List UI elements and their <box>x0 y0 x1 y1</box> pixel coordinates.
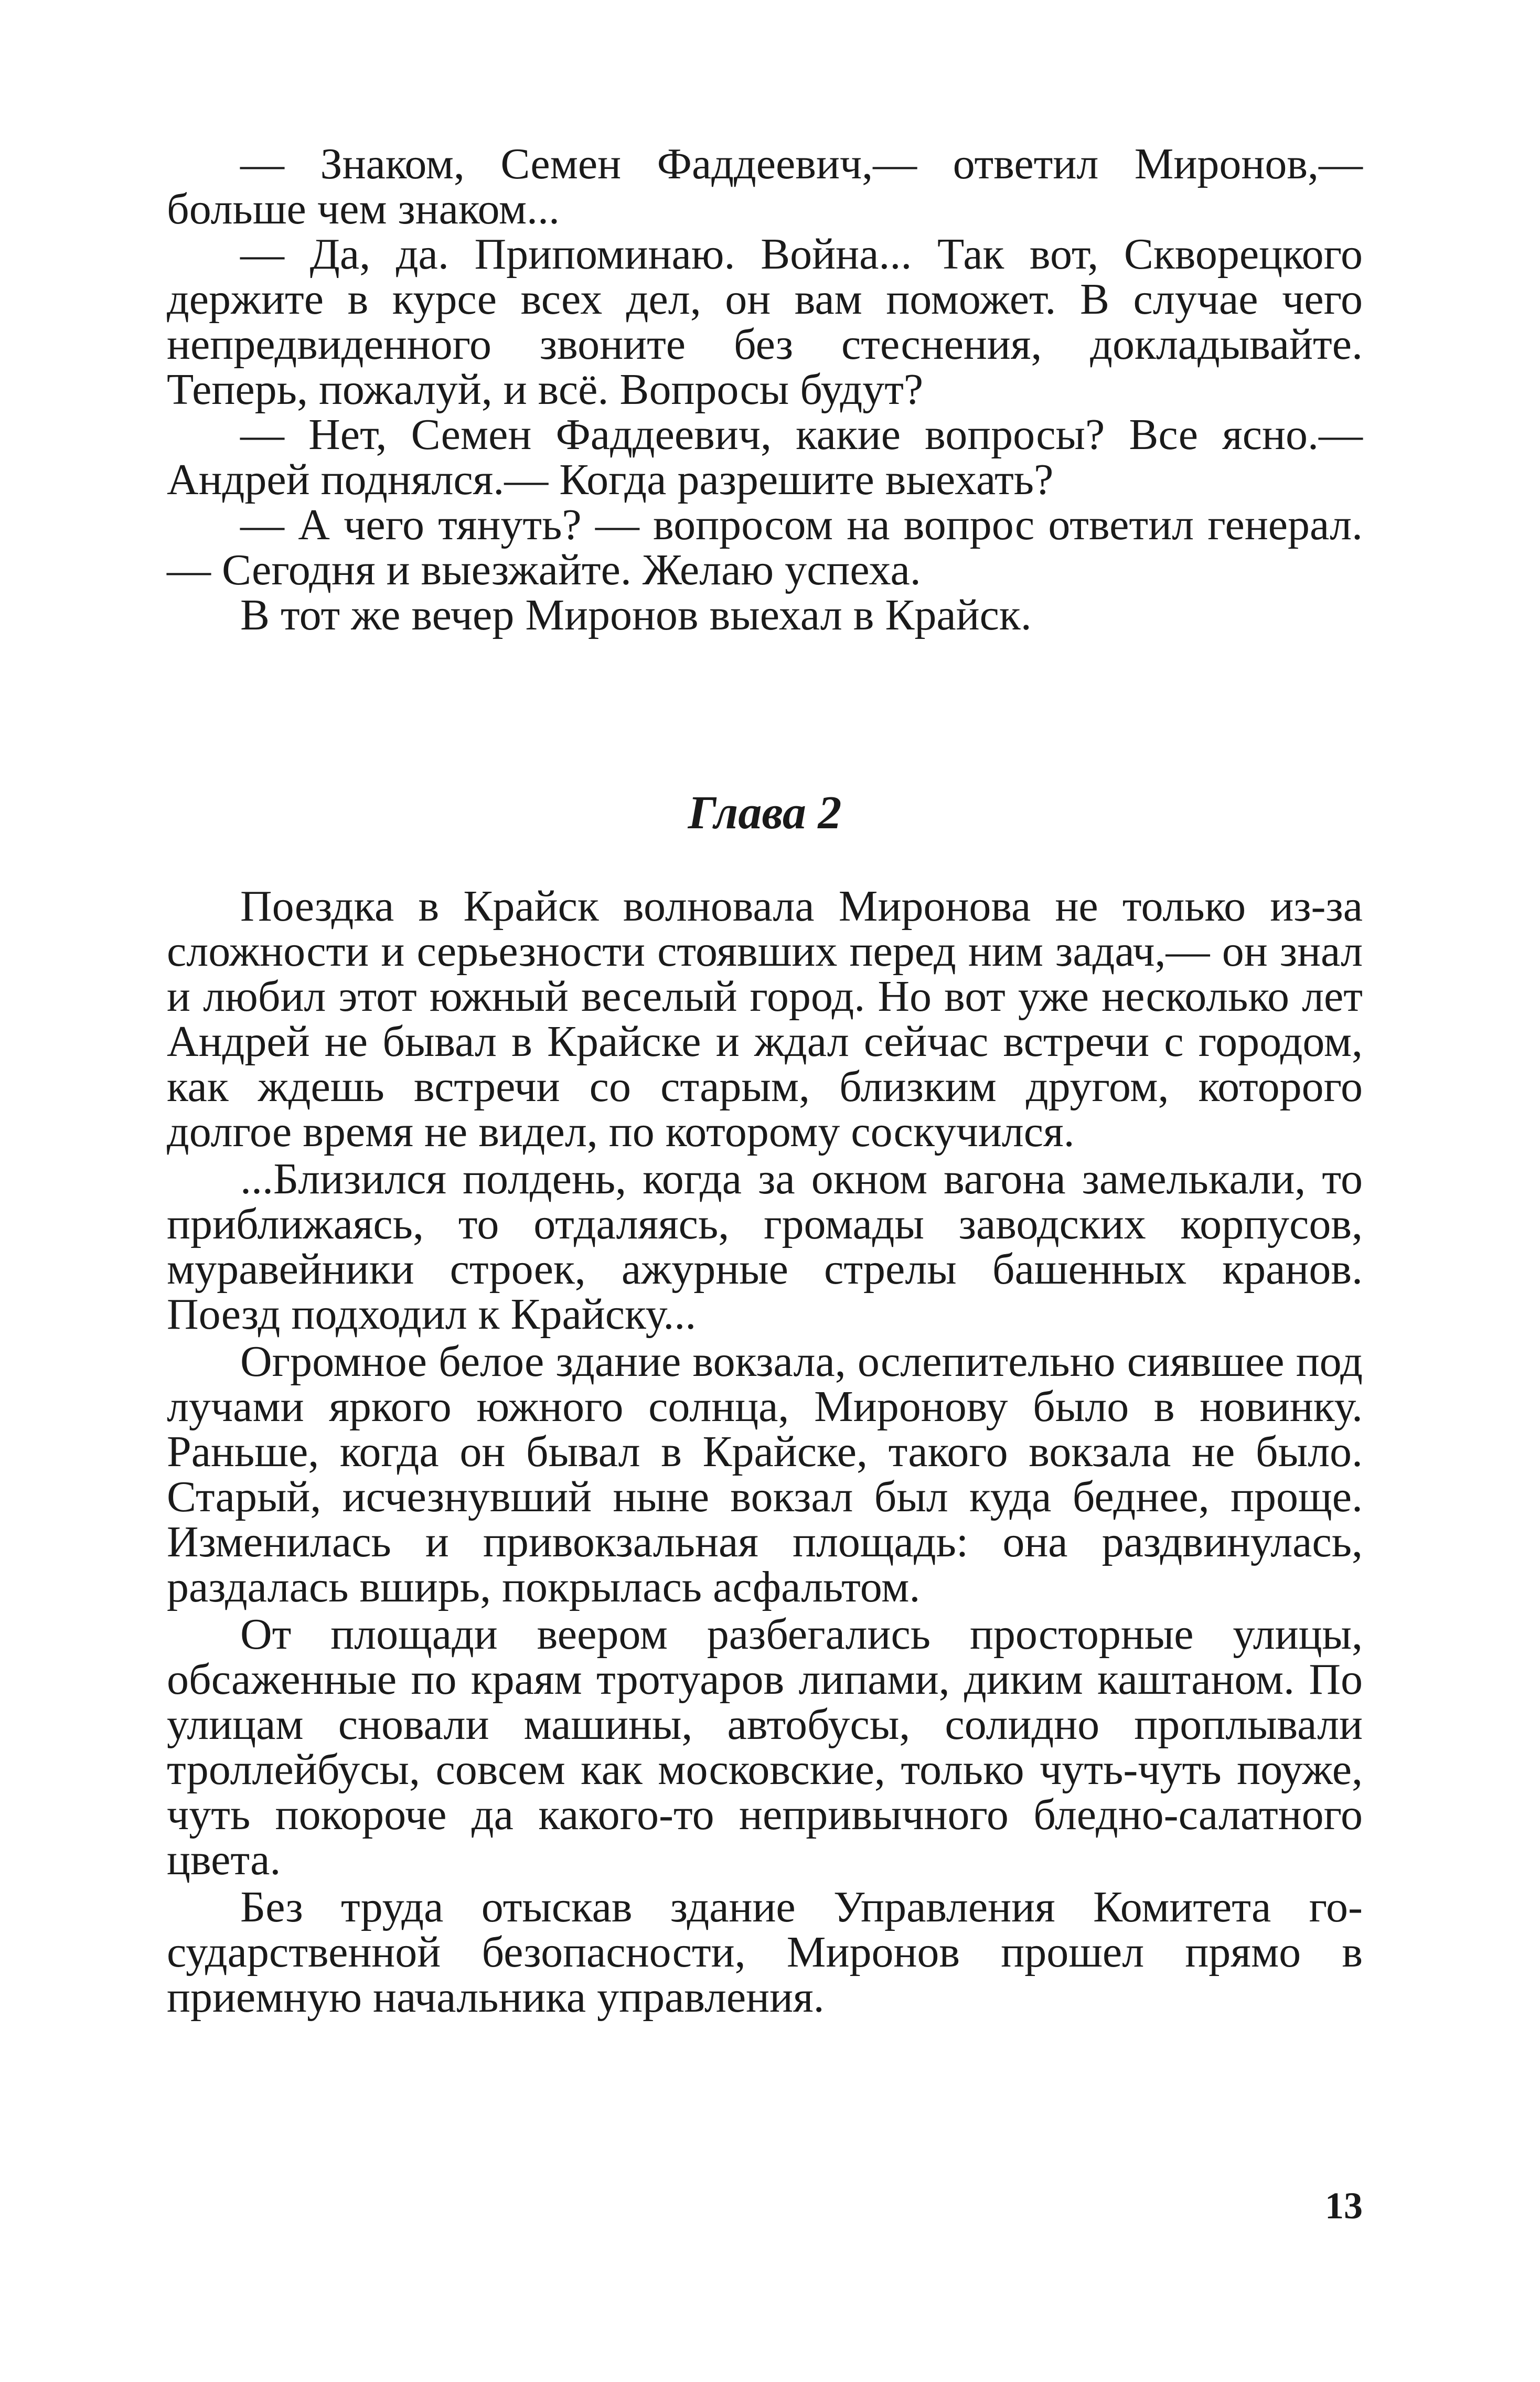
paragraph: ...Близился полдень, когда за окном вагона замелькали, то приближаясь, то отдаляясь, громады заводских корпусов, муравейники строек, ажурные стрелы башенных кранов. Поезд подходил к Крайску... <box>167 1155 1363 1339</box>
chapter-title: Глава 2 <box>688 787 842 839</box>
paragraph: — Знаком, Семен Фаддеевич,— ответил Миронов,— больше чем знаком... <box>167 140 1363 233</box>
section-two <box>167 884 1363 2020</box>
page-number: 13 <box>1325 2185 1363 2227</box>
paragraph: Без труда отыскав здание Управления Комитета государственной безопасности, Миронов прошел прямо в приемную начальника управления. <box>167 1883 1363 2022</box>
section-one <box>167 142 1363 638</box>
paragraph: В тот же вечер Миронов выехал в Крайск. <box>240 591 1032 639</box>
paragraph: — Нет, Семен Фаддеевич, какие вопросы? Все ясно.— Андрей поднялся.— Когда разрешите выехать? <box>167 410 1363 504</box>
paragraph: От площади веером разбегались просторные улицы, обсаженные по краям тротуаров липами, диким каштаном. По улицам сновали машины, автобусы, солидно проплывали троллейбусы, совсем как московские, только чуть-чуть поуже, чуть покороче да какого-то непривычного бледно-салатного цвета. <box>167 1610 1363 1884</box>
paragraph: Огромное белое здание вокзала, ослепительно сиявшее под лучами яркого южного солнца, Миронову было в новинку. Раньше, когда он бывал в Крайске, такого вокзала не было. Старый, исчезнувший ныне вокзал был куда беднее, проще. Изменилась и привокзальная площадь: она раздвинулась, раздалась вширь, покрылась асфальтом. <box>167 1337 1363 1611</box>
page-body <box>167 142 1363 638</box>
paragraph: — Да, да. Припоминаю. Война... Так вот, Скворецкого держите в курсе всех дел, он вам поможет. В случае чего непредвиденного звоните без стеснения, докладывайте. Теперь, пожалуй, и всё. Вопросы будут? <box>167 230 1363 414</box>
paragraph: — А чего тянуть? — вопросом на вопрос ответил генерал.— Сегодня и выезжайте. Желаю успеха. <box>167 500 1363 594</box>
paragraph: Поездка в Крайск волновала Миронова не только из-за сложности и серьезности стоявших перед ним задач,— он знал и любил этот южный веселый город. Но вот уже несколько лет Андрей не бывал в Крайске и ждал сейчас встречи с городом, как ждешь встречи со старым, близким другом, которого долгое время не видел, по которому соскучился. <box>167 882 1363 1156</box>
